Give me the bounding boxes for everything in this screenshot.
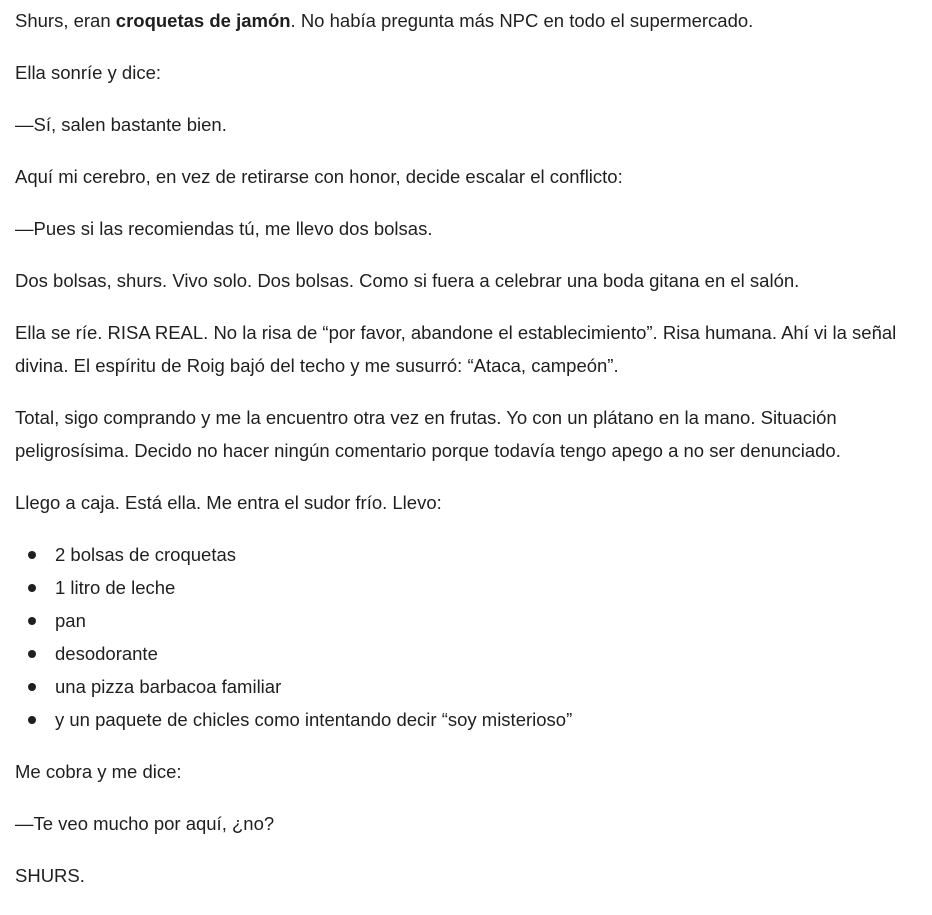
paragraph-text: Shurs, eran: [15, 10, 116, 31]
list-item-text: 1 litro de leche: [55, 577, 176, 598]
list-item: [15, 571, 916, 604]
list-item-text: desodorante: [55, 643, 158, 664]
paragraph-text: . No había pregunta más NPC en todo el supermercado.: [290, 10, 754, 31]
list-item-text: pan: [55, 610, 86, 631]
list-item: [15, 637, 916, 670]
list-item: [15, 670, 916, 703]
bullet-icon: [28, 551, 36, 559]
list-item-text: una pizza barbacoa familiar: [55, 676, 282, 697]
paragraph-risa-real: Ella se ríe. RISA REAL. No la risa de “por favor, abandone el establecimiento”. Risa humana. Ahí vi la señal divina. El espíritu de Roig bajó del techo y me susurró: “Ataca, campeón”.: [15, 322, 897, 376]
paragraph-dialogue-te-veo: —Te veo mucho por aquí, ¿no?: [15, 813, 275, 834]
paragraph-shurs: SHURS.: [15, 865, 85, 886]
paragraph-me-cobra: Me cobra y me dice:: [15, 761, 182, 782]
bullet-icon: [28, 584, 36, 592]
bullet-icon: [28, 683, 36, 691]
paragraph-frutas: Total, sigo comprando y me la encuentro otra vez en frutas. Yo con un plátano en la mano. Situación peligrosísima. Decido no hacer ningún comentario porque todavía tengo apego a no ser denunciado.: [15, 407, 841, 461]
list-item-text: 2 bolsas de croquetas: [55, 544, 237, 565]
paragraph-dialogue-bolsas: —Pues si las recomiendas tú, me llevo dos bolsas.: [15, 218, 433, 239]
bullet-icon: [28, 617, 36, 625]
paragraph-ella-sonrie: Ella sonríe y dice:: [15, 62, 162, 83]
list-item: [15, 604, 916, 637]
bullet-icon: [28, 650, 36, 658]
paragraph-croquetas: [15, 4, 916, 37]
bullet-icon: [28, 716, 36, 724]
paragraph-cerebro: Aquí mi cerebro, en vez de retirarse con honor, decide escalar el conflicto:: [15, 166, 623, 187]
paragraph-dialogue-salen: —Sí, salen bastante bien.: [15, 114, 227, 135]
shopping-list: [15, 538, 916, 736]
list-item: [15, 703, 916, 736]
list-item: [15, 538, 916, 571]
bold-text: croquetas de jamón: [115, 10, 291, 31]
paragraph-llego-caja: Llego a caja. Está ella. Me entra el sudor frío. Llevo:: [15, 492, 442, 513]
paragraph-dos-bolsas: Dos bolsas, shurs. Vivo solo. Dos bolsas. Como si fuera a celebrar una boda gitana en el salón.: [15, 270, 800, 291]
list-item-text: y un paquete de chicles como intentando decir “soy misterioso”: [55, 709, 573, 730]
